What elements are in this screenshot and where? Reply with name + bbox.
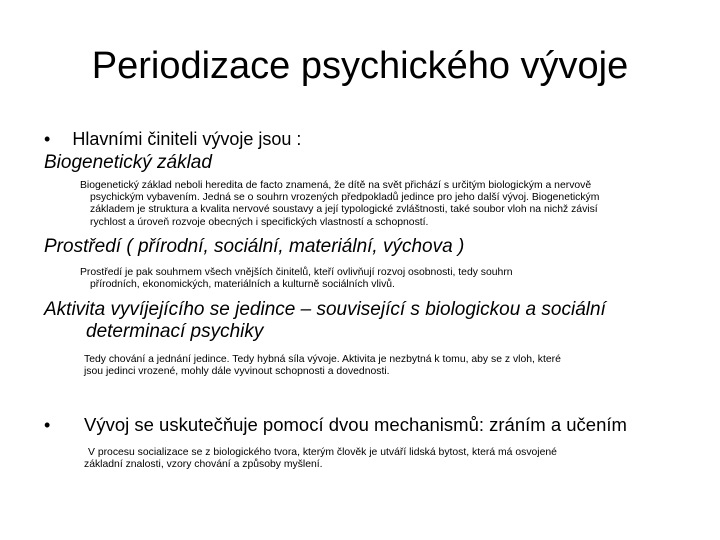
heading-activity-line2: determinací psychiky bbox=[86, 321, 264, 342]
paragraph-line: psychickým vybavením. Jedná se o souhrn vrozených předpokladů jedince pro jeho další vývoj. Biogenetickým bbox=[90, 192, 600, 204]
paragraph-line: základem je struktura a kvalita nervové soustavy a její typologické zvláštnosti, také soubor vloh na nichž závisí bbox=[90, 204, 598, 216]
slide-title: Periodizace psychického vývoje bbox=[91, 45, 629, 87]
paragraph-line: Biogenetický základ neboli heredita de facto znamená, že dítě na svět přichází s určitým biologickým a nervově bbox=[80, 180, 592, 191]
heading-biogenetic-basis: Biogenetický základ bbox=[44, 152, 212, 173]
heading-activity-line1: Aktivita vyvíjejícího se jedince – související s biologickou a sociální bbox=[44, 299, 606, 320]
paragraph-line: Prostředí je pak souhrnem všech vnějších činitelů, kteří ovlivňují rozvoj osobnosti, tedy souhrn bbox=[80, 267, 513, 278]
paragraph-line: základní znalosti, vzory chování a způsoby myšlení. bbox=[84, 459, 323, 471]
paragraph-activity bbox=[84, 354, 561, 378]
bullet-mark: • bbox=[44, 415, 51, 435]
bullet-mechanisms-text: Vývoj se uskutečňuje pomocí dvou mechanismů: zráním a učením bbox=[84, 414, 627, 435]
bullet-mark: • bbox=[44, 129, 51, 149]
heading-activity bbox=[44, 299, 606, 343]
paragraph-line: jsou jedinci vrozené, mohly dále vyvinout schopnosti a dovednosti. bbox=[84, 366, 390, 378]
paragraph-socialization bbox=[84, 447, 557, 471]
paragraph-line: přírodních, ekonomických, materiálních a kulturně sociálních vlivů. bbox=[90, 279, 395, 291]
bullet-main-factors-text: Hlavními činiteli vývoje jsou : bbox=[72, 129, 302, 149]
paragraph-line: Tedy chování a jednání jedince. Tedy hybná síla vývoje. Aktivita je nezbytná k tomu, aby se z vloh, které bbox=[84, 354, 561, 365]
bullet-main-factors bbox=[44, 128, 301, 150]
paragraph-biogenetic-basis bbox=[80, 180, 599, 229]
paragraph-line: V procesu socializace se z biologického tvora, kterým člověk je utváří lidská bytost, která má osvojené bbox=[88, 447, 557, 458]
bullet-mechanisms bbox=[44, 414, 50, 436]
paragraph-line: rychlost a úroveň rozvoje obecných i specifických vlastností a schopností. bbox=[90, 216, 429, 228]
heading-environment: Prostředí ( přírodní, sociální, materiální, výchova ) bbox=[44, 236, 465, 257]
paragraph-environment bbox=[80, 267, 513, 291]
